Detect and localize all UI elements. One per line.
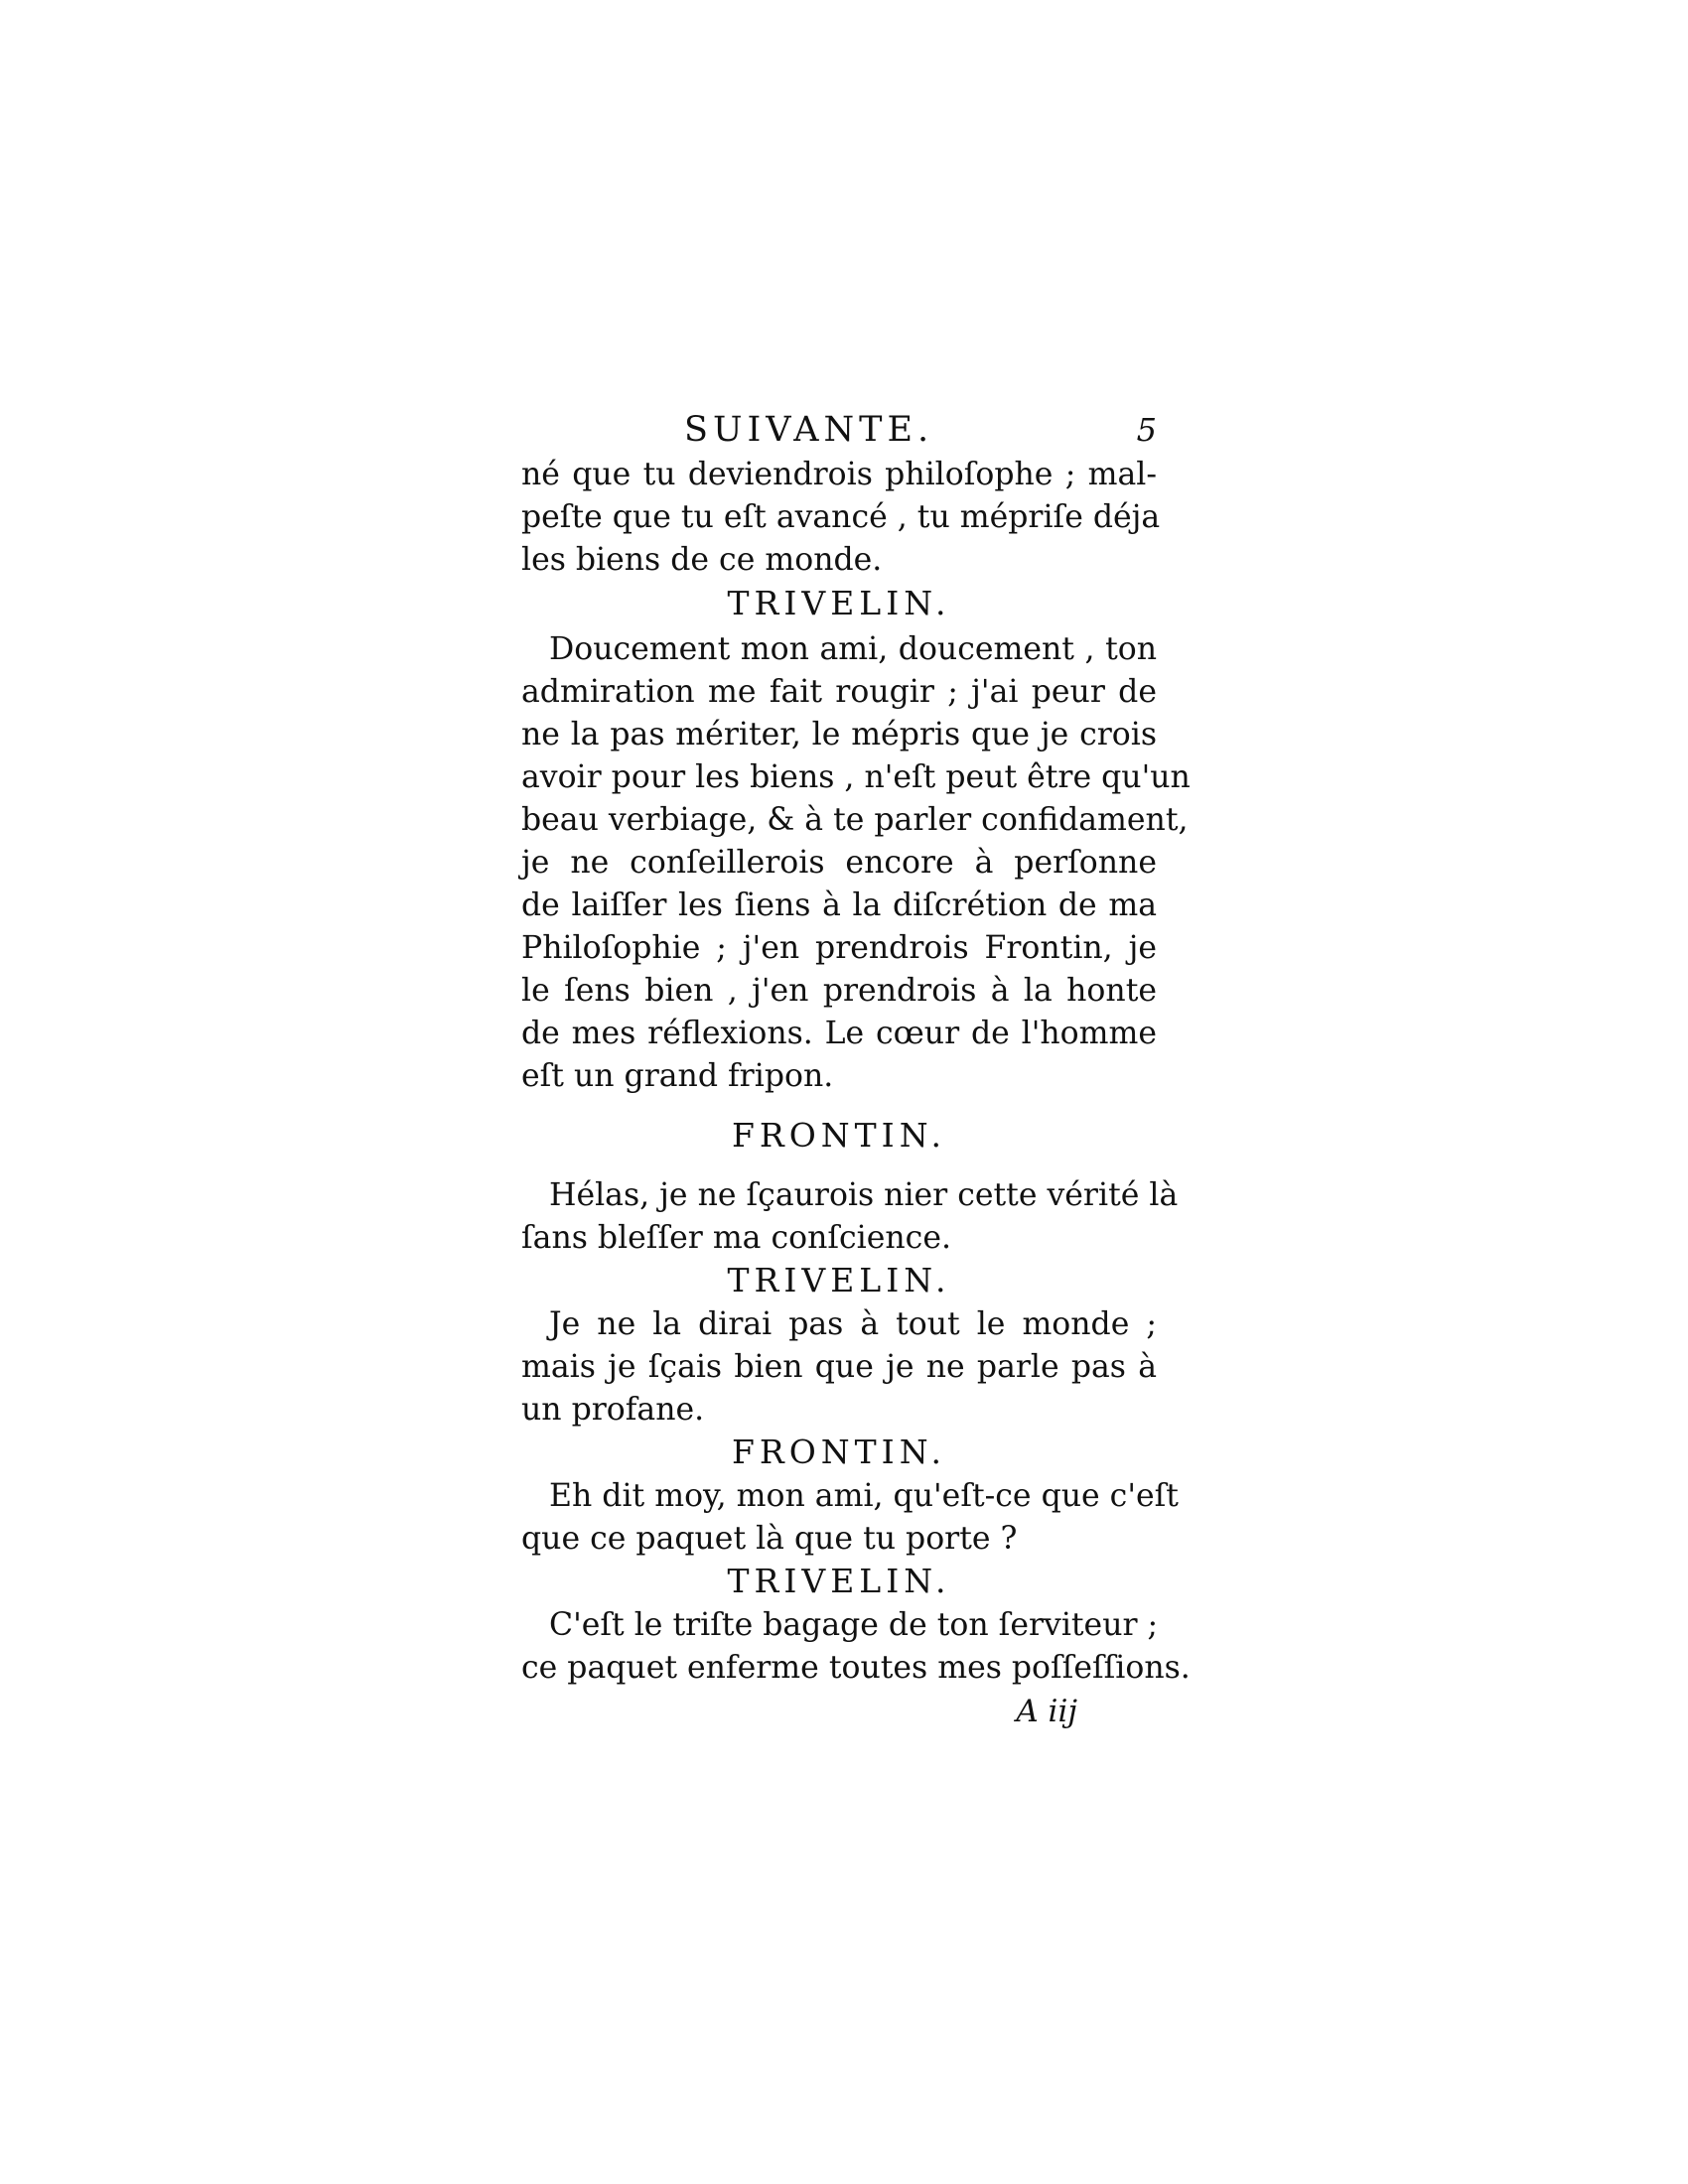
text-line: Doucement mon ami, doucement , ton: [549, 631, 1157, 667]
text-line: le ſens bien , j'en prendrois à la honte: [521, 973, 1157, 1009]
signature-mark: A iij: [1016, 1694, 1077, 1729]
speaker-name: FRONTIN.: [732, 1433, 946, 1471]
text-line: peſte que tu eſt avancé , tu mépriſe déja: [521, 499, 1161, 535]
speaker-name: FRONTIN.: [732, 1116, 946, 1155]
text-line: ſans bleſſer ma conſcience.: [521, 1220, 951, 1256]
text-line: C'eſt le triſte bagage de ton ſerviteur ;: [549, 1607, 1159, 1643]
text-line: mais je ſçais bien que je ne parle pas à: [521, 1349, 1157, 1385]
text-line: beau verbiage, & à te parler confidament,: [521, 802, 1189, 838]
text-line: Je ne la dirai pas à tout le monde ;: [549, 1306, 1157, 1342]
text-line: avoir pour les biens , n'eſt peut être qu'un: [521, 759, 1191, 795]
running-head: SUIVANTE.: [684, 410, 934, 450]
text-line: ne la pas mériter, le mépris que je crois: [521, 717, 1157, 752]
text-line: je ne conſeillerois encore à perſonne: [521, 845, 1157, 881]
text-line: les biens de ce monde.: [521, 542, 883, 578]
speaker-name: TRIVELIN.: [727, 584, 951, 622]
page-number: 5: [1136, 411, 1157, 449]
text-line: Eh dit moy, mon ami, qu'eſt-ce que c'eſt: [549, 1478, 1179, 1514]
text-line: né que tu deviendrois philoſophe ; mal-: [521, 457, 1157, 492]
text-line: de mes réflexions. Le cœur de l'homme: [521, 1016, 1157, 1051]
text-line: que ce paquet là que tu porte ?: [521, 1521, 1018, 1557]
speaker-name: TRIVELIN.: [727, 1562, 951, 1600]
text-line: Hélas, je ne ſçaurois nier cette vérité là: [549, 1177, 1179, 1213]
text-line: Philoſophie ; j'en prendrois Frontin, je: [521, 930, 1157, 966]
speaker-name: TRIVELIN.: [727, 1261, 951, 1299]
text-line: eſt un grand fripon.: [521, 1058, 834, 1094]
book-page: [521, 407, 1191, 1729]
page-header: [521, 407, 1157, 453]
text-line: ce paquet enferme toutes mes poſſeſſions.: [521, 1650, 1191, 1686]
text-line: de laiſſer les ſiens à la diſcrétion de ma: [521, 887, 1157, 923]
text-line: admiration me fait rougir ; j'ai peur de: [521, 674, 1157, 710]
text-line: un profane.: [521, 1392, 705, 1428]
